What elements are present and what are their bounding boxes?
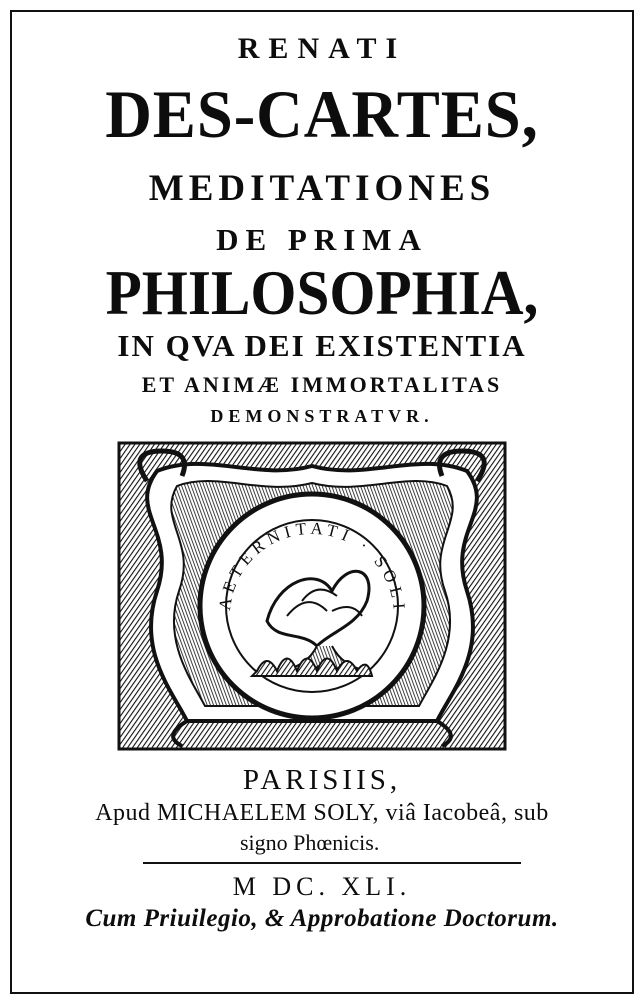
subtitle-line2: ET ANIMÆ IMMORTALITAS <box>141 372 503 397</box>
work-title-line2: DE PRIMA <box>216 222 428 257</box>
subtitle-line3: DEMONSTRATVR. <box>210 406 434 426</box>
phoenix-emblem-icon <box>117 441 507 751</box>
svg-text:AETERNITATI · SOLI: AETERNITATI · SOLI <box>214 518 410 615</box>
subtitle-line1: IN QVA DEI EXISTENTIA <box>117 328 527 363</box>
work-title-line3: PHILOSOPHIA, <box>105 258 539 328</box>
work-title-line1: MEDITATIONES <box>148 168 496 209</box>
imprint-date: M DC. XLI. <box>232 872 412 901</box>
imprint-sign: signo Phœnicis. <box>240 830 380 855</box>
imprint-city: PARISIIS, <box>242 764 402 796</box>
imprint-privilege: Cum Priuilegio, & Approbatione Doctorum. <box>85 905 559 932</box>
imprint-publisher: Apud MICHAELEM SOLY, viâ Iacobeâ, sub <box>95 800 549 826</box>
author-first-name: RENATI <box>237 32 407 65</box>
author-last-name: DES-CARTES, <box>105 76 539 152</box>
divider-rule <box>143 862 521 864</box>
